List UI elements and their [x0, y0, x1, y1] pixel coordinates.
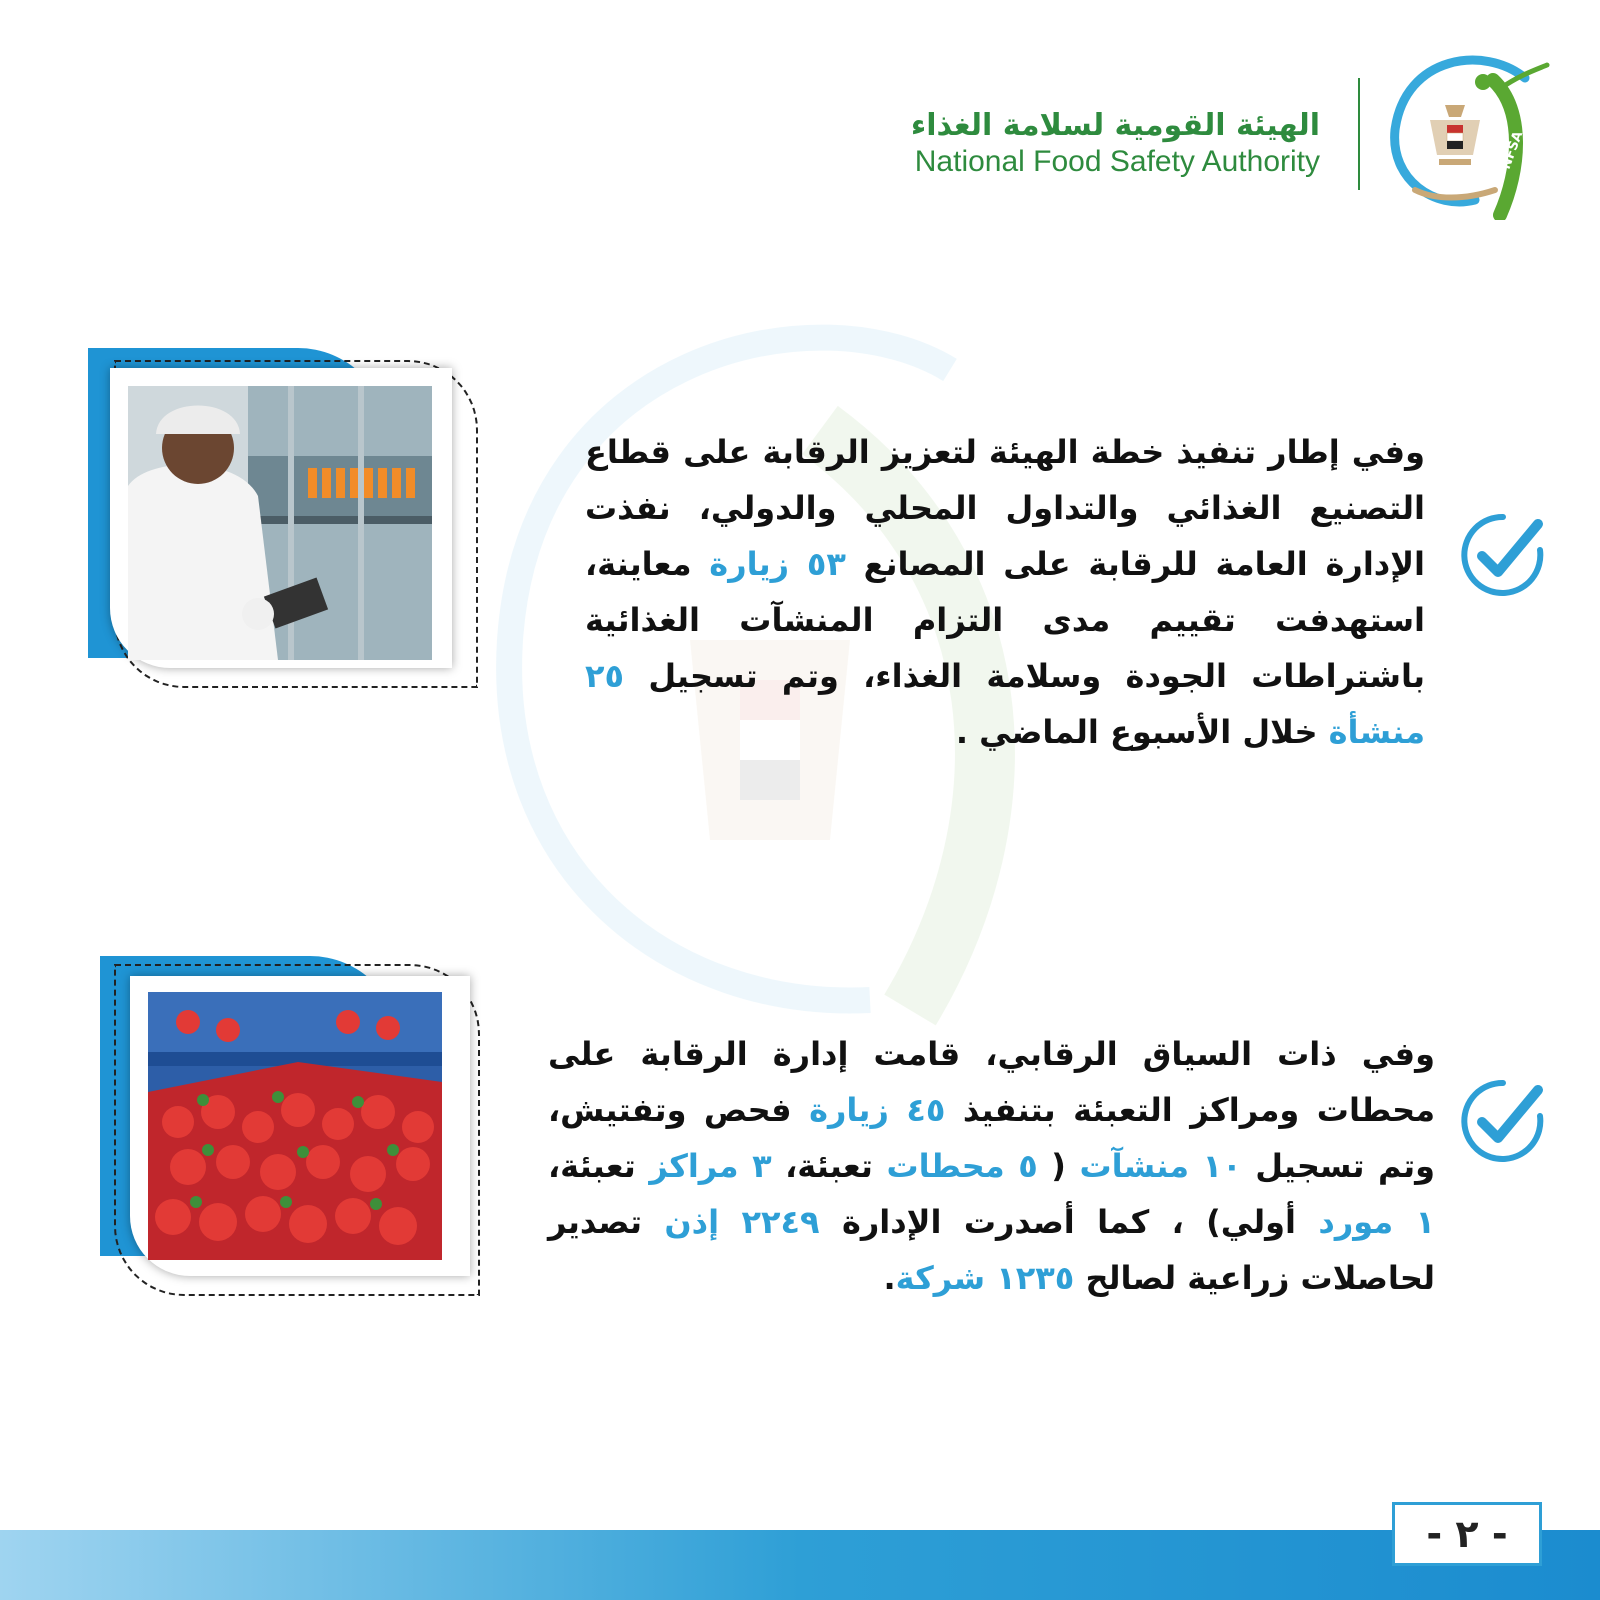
page-number: - ٢ - — [1426, 1512, 1508, 1556]
brand-name — [911, 108, 1320, 179]
header-divider — [1358, 78, 1360, 190]
highlight-supplier-count: ١ مورد — [1318, 1203, 1436, 1241]
factory-inspection-image — [128, 386, 432, 660]
factory-photo-frame — [88, 348, 478, 688]
highlight-permits-count: ٢٢٤٩ إذن — [664, 1203, 820, 1241]
brand-name-arabic: الهيئة القومية لسلامة الغذاء — [910, 108, 1320, 143]
checkmark-icon — [1460, 1078, 1546, 1164]
nfsa-logo-icon — [1375, 50, 1555, 220]
brand-name-english: National Food Safety Authority — [914, 145, 1320, 178]
paragraph-packing-stations-inspections: وفي ذات السياق الرقابي، قامت إدارة الرقابة على محطات ومراكز التعبئة بتنفيذ ٤٥ زيارة فحص وتفتيش، وتم تسجيل ١٠ منشآت ( ٥ محطات تعبئة، ٣ مراكز تعبئة، ١ مورد أولي) ، كما أصدرت الإدارة ٢٢٤٩ إذن تصدير لحاصلات زراعية لصالح ١٢٣٥ شركة. — [548, 1035, 1436, 1297]
paragraph-factory-inspections: وفي إطار تنفيذ خطة الهيئة لتعزيز الرقابة على قطاع التصنيع الغذائي والتداول المحلي والدولي، نفذت الإدارة العامة للرقابة على المصانع ٥٣ زيارة معاينة، استهدفت تقييم مدى التزام المنشآت الغذائية باشتراطات الجودة وسلامة الغذاء، وتم تسجيل ٢٥ منشأة خلال الأسبوع الماضي . — [585, 433, 1426, 751]
highlight-centers-count: ٣ مراكز — [649, 1147, 772, 1185]
page-number-box — [1392, 1502, 1542, 1566]
strawberries-crates-image — [148, 992, 442, 1260]
highlight-visits-count: ٤٥ زيارة — [809, 1091, 946, 1129]
highlight-visits-count: ٥٣ زيارة — [709, 545, 846, 583]
highlight-stations-count: ٥ محطات — [886, 1147, 1038, 1185]
header — [860, 78, 1580, 228]
highlight-companies-count: ١٢٣٥ شركة — [895, 1259, 1075, 1297]
checkmark-icon — [1460, 512, 1546, 598]
footer-bar — [0, 1530, 1600, 1600]
highlight-facilities-count: ٢٥ منشأة — [585, 657, 1425, 751]
svg-text:NFSA: NFSA — [1498, 129, 1527, 172]
highlight-facilities-count: ١٠ منشآت — [1079, 1147, 1242, 1185]
strawberries-photo-frame — [100, 956, 480, 1296]
